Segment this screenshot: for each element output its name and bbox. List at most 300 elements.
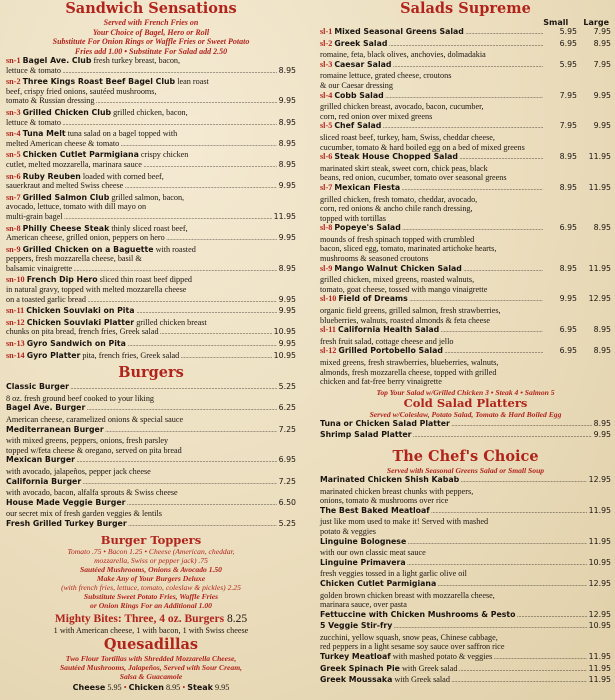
sandwich-price: 8.95 [278,117,296,127]
sandwich-desc: fresh turkey breast, bacon, [93,56,181,65]
chef-price: 12.95 [588,474,611,484]
sandwich-desc-2: cutlet, melted mozzarella, marinara sauce ..... [6,160,277,172]
chef-label [320,610,587,622]
chef-list [320,475,611,687]
salad-name: Chef Salad [334,121,382,131]
salad-code: sl-12 [320,346,337,356]
salad-large-price: 8.95 [593,346,611,356]
burger-price: 7.25 [278,424,296,434]
sandwich-desc: loaded with corned beef, [82,171,164,181]
salad-desc2: beans, red onion, cucumber, tomato over seasonal greens [320,173,507,183]
sandwich-label [6,77,209,86]
salad-code: sl-5 [320,121,333,131]
sandwich-desc-row [6,96,296,108]
sandwich-desc: with roasted [155,244,196,254]
sandwich-item [6,245,296,255]
sandwich-price: 8.95 [278,159,296,169]
sandwich-price: 10.95 [273,327,296,337]
chef-price: 11.95 [588,505,611,515]
chef-label [320,664,587,676]
sandwich-item [6,56,296,66]
sandwich-desc: tuna salad on a bagel topped with [67,129,178,139]
sandwich-code: sn-9 [6,244,21,254]
salad-desc3: mushrooms & seasoned croutons [320,254,429,264]
burger-label [6,477,277,489]
salad-desc: marinated skirt steak, sweet corn, chick peas, black [320,163,488,173]
salad-name: Mango Walnut Chicken Salad [334,263,462,273]
sandwich-desc: sliced thin roast beef dipped [99,275,192,285]
salad-small-price: 5.95 [559,27,577,36]
sandwich-desc: crispy chicken [140,150,189,160]
salad-name: Popeye's Salad [334,223,401,233]
cold-name: Tuna or Chicken Salad Platter [320,418,450,428]
salad-size-header [320,18,611,27]
burgers-title: Burgers [118,364,184,382]
salad-name: Greek Salad [334,38,388,48]
sandwich-name: Grilled Salmon Club [22,192,110,202]
chef-name: Linguine Bolognese [320,536,407,546]
sandwich-desc-3: on a toasted garlic bread ..... [6,295,277,307]
salad-small-price: 8.95 [559,182,577,192]
burger-name: Bagel Ave. Burger [6,403,86,413]
chef-name: Marinated Chicken Shish Kabab [320,474,460,484]
chef-item [320,675,611,687]
sandwich-name: Grilled Chicken on a Baguette [22,244,154,254]
salad-small-price: 6.95 [559,223,577,233]
cold-item [320,430,611,442]
sandwich-item [6,351,296,363]
sandwich-label [6,129,177,138]
cold-name: Shrimp Salad Platter [320,430,412,440]
salad-name: Mexican Fiesta [334,182,401,192]
sandwich-code: sn-1 [6,56,21,65]
chef-price: 11.95 [588,675,611,685]
burger-label [6,403,277,415]
chef-desc-2: red peppers in a light sesame soy sauce over saffron rice [320,642,505,652]
sandwich-desc-3: tomato & Russian dressing ..... [6,96,277,108]
burger-desc: with avocado, bacon, alfalfa sprouts & Swiss cheese [6,488,178,498]
sandwich-list [6,56,296,362]
sandwich-desc-row [6,139,296,151]
chef-item [320,664,611,676]
chef-item [320,475,611,487]
salad-name: Caesar Salad [334,59,392,69]
salad-item [320,91,611,103]
sandwich-sub-1: Served with French Fries on [103,18,199,27]
burger-price: 5.25 [278,518,296,528]
sandwich-desc-2: peppers, fresh mozzarella cheese, basil & [6,254,142,264]
chef-desc: with our own classic meat sauce [320,548,426,558]
toppers-line-4: Make Any of Your Burgers Deluxe [96,573,206,583]
sandwich-desc-2: sauerkraut and melted Swiss cheese ..... [6,181,277,193]
mighty-bites [6,613,296,626]
quesadilla-cheese: Cheese [72,683,106,693]
salad-label [320,264,543,276]
salad-small-price: 7.95 [559,90,577,100]
cold-label [320,430,592,442]
salad-label [320,121,543,133]
salad-code: sl-8 [320,223,333,233]
chef-desc: golden brown chicken breast with mozzarella cheese, [320,590,495,600]
salad-name: Steak House Chopped Salad [334,152,458,162]
chef-item [320,579,611,591]
sandwich-code: sn-7 [6,192,21,202]
salad-label [320,223,543,235]
burger-item [6,519,296,531]
chef-inline-desc: with Greek salad [394,675,450,685]
sandwich-item [6,306,296,318]
sandwich-desc-row [6,285,296,295]
salad-code: sl-6 [320,152,333,162]
salad-desc2: blueberries, walnuts, roasted almonds & feta cheese [320,315,491,325]
quesadilla-prices: Cheese 5.95 • Chicken 8.95 • Steak 9.95 [72,683,230,693]
sandwich-item [6,172,296,182]
salad-small-price: 6.95 [559,325,577,335]
burger-name: House Made Veggie Burger [6,497,126,507]
salad-code: sl-2 [320,38,333,48]
chef-item [320,537,611,549]
sandwich-name: Chicken Souvlaki Platter [26,317,135,327]
chef-inline-desc: with mashed potato & veggies [392,652,493,662]
salad-large-price: 8.95 [593,325,611,335]
sandwich-desc-2: beef, crispy fried onions, sautéed mushrooms, [6,86,157,96]
chef-name: Fettuccine with Chicken Mushrooms & Pesto [320,609,516,619]
sandwich-code: sn-10 [6,275,25,285]
salad-item [320,152,611,164]
sandwich-desc: grilled chicken, bacon, [113,107,188,117]
burger-desc-2: topped w/feta cheese & oregano, served on pita bread [6,445,182,455]
burger-desc: with mixed greens, peppers, onions, fresh parsley [6,436,169,446]
sandwich-desc-row [6,327,296,339]
sandwich-desc-row [6,181,296,193]
quesadilla-cheese-price: 5.95 [107,683,122,693]
sandwich-price: 8.95 [278,263,296,273]
salad-toppers: Top Your Salad w/Grilled Chicken 3 • Steak 4 • Salmon 5 [376,387,555,397]
salad-desc3: chicken and fat-free berry vinaigrette [320,377,442,387]
salad-label [320,91,543,103]
chef-label [320,506,587,518]
salad-name: California Health Salad [337,325,440,335]
sandwich-title: Sandwich Sensations [65,0,237,17]
burger-name: Fresh Grilled Turkey Burger [6,518,127,528]
sandwich-item [6,150,296,160]
burger-price: 6.50 [278,497,296,507]
salad-label [320,39,543,51]
salad-label [320,152,543,164]
sandwich-name: Ruby Reuben [22,171,81,181]
salad-item [320,183,611,195]
salad-desc3: topped with tortillas [320,213,386,223]
quesadilla-steak: Steak [187,683,213,693]
cold-item [320,419,611,431]
chef-name: Greek Moussaka [320,675,393,685]
salad-item [320,294,611,306]
chef-desc-2: marinara sauce, over pasta [320,600,407,610]
cold-price: 9.95 [593,430,611,440]
sandwich-label [6,245,196,254]
sandwich-desc-2: chunks on pita bread, french fries, Greek salad ..... [6,327,272,339]
chef-desc: just like mom used to make it! Served with mashed [320,517,489,527]
burger-desc: 8 oz. fresh ground beef cooked to your liking [6,393,155,403]
burger-label [6,498,277,510]
sandwich-code: sn-2 [6,77,21,87]
salad-desc2: & our Caesar dressing [320,80,393,90]
burger-label [6,455,277,467]
sandwich-label [6,224,188,233]
salad-desc: mounds of fresh spinach topped with crumbled [320,234,475,244]
sandwich-code: sn-12 [6,317,25,327]
sandwich-code: sn-4 [6,129,21,139]
burger-item [6,403,296,415]
salad-desc: romaine, feta, black olives, anchovies, dolmadakia [320,50,486,60]
sandwich-name: Grilled Chicken Club [22,107,112,117]
burger-list [6,382,296,530]
sandwich-desc-2: lettuce & tomato ..... [6,66,277,78]
sandwich-name: Tuna Melt [22,129,66,139]
salad-desc: grilled chicken breast, avocado, bacon, cucumber, [320,102,484,112]
burger-item [6,382,296,394]
chef-sub: Served with Seasonal Greens Salad or Small Soup [386,465,545,475]
burger-item [6,477,296,489]
salad-label [320,325,543,337]
cold-sub: Served w/Coleslaw, Potato Salad, Tomato & Hard Boiled Egg [369,409,562,419]
salad-desc2: bacon, sliced egg, tomato, marinated artichoke hearts, [320,244,497,254]
chef-inline-desc: with Greek salad [402,663,458,673]
sandwich-sub-4: Fries add 1.00 • Substitute For Salad add 2.50 [74,46,228,56]
toppers-line-2: mozzarella, Swiss or pepper jack) .75 [94,555,208,565]
sandwich-desc-row [6,66,296,78]
cold-price: 8.95 [593,418,611,428]
salad-item [320,121,611,133]
sandwich-label [6,351,272,363]
salad-label [320,60,543,72]
sandwich-price: 11.95 [273,211,296,221]
sandwich-label [6,193,184,202]
sandwich-name: Three Kings Roast Beef Bagel Club [22,77,176,87]
salads-title: Salads Supreme [400,0,531,17]
sandwich-item [6,77,296,87]
quesadillas-line-2: Sautéed Mushrooms, Jalapeños, Served with Sour Cream, [59,663,243,673]
sandwich-label [6,318,207,327]
sandwich-desc-row [6,233,296,245]
mighty-desc: 1 with American cheese, 1 with bacon, 1 with Swiss cheese [53,625,249,635]
salad-name: Grilled Portobello Salad [338,346,443,356]
sandwich-label [6,56,180,65]
sandwich-desc-3: multi-grain bagel ..... [6,212,272,224]
sandwich-desc-2: in natural gravy, topped with melted mozzarella cheese [6,285,187,295]
sandwich-label [6,339,277,351]
salad-large-price: 11.95 [588,263,611,273]
toppers-line-5: (with french fries, lettuce, tomato, coleslaw & pickles) 2.25 [61,582,241,592]
salad-desc: fresh fruit salad, cottage cheese and jello [320,336,454,346]
chef-item [320,506,611,518]
chef-title: The Chef's Choice [392,447,539,465]
cold-title: Cold Salad Platters [403,395,528,410]
chef-name: The Best Baked Meatloaf [320,505,430,515]
salad-item [320,325,611,337]
salad-large-price: 7.95 [593,59,611,69]
sandwich-name: Philly Cheese Steak [22,223,110,233]
sandwich-name: Chicken Souvlaki on Pita [26,306,135,316]
sandwich-name: Gyro Sandwich on Pita [26,339,126,349]
sandwich-desc-row [6,118,296,130]
sandwich-desc-row [6,160,296,172]
chef-item [320,558,611,570]
chef-name: Turkey Meatloaf [320,652,391,662]
salad-large-price: 9.95 [593,90,611,100]
burger-item [6,425,296,437]
sandwich-label [6,306,277,318]
chef-item [320,652,611,664]
sandwich-code: sn-14 [6,350,25,360]
chef-desc: marinated chicken breast chunks with peppers, [320,486,474,496]
sandwich-code: sn-6 [6,171,21,181]
salad-item [320,223,611,235]
salad-label [320,346,543,358]
sandwich-desc-3: balsamic vinaigrette ..... [6,264,277,276]
burger-desc: with avocado, jalapeños, pepper jack cheese [6,466,151,476]
burger-item [6,455,296,467]
salad-label [320,183,543,195]
sandwich-code: sn-8 [6,223,21,233]
sandwich-desc-row [6,212,296,224]
salad-name: Cobb Salad [334,90,384,100]
chef-name: Greek Spinach Pie [320,663,400,673]
sandwich-label [6,108,188,117]
chef-item [320,610,611,622]
chef-label [320,475,587,487]
toppers-title: Burger Toppers [100,532,202,547]
chef-price: 11.95 [588,663,611,673]
salad-small-price: 8.95 [559,263,577,273]
salad-large-price: 9.95 [593,121,611,131]
salad-desc2: corn, red onion over mixed greens [320,111,433,121]
sandwich-code: sn-5 [6,150,21,160]
sandwich-code: sn-13 [6,339,25,349]
burger-name: Classic Burger [6,382,69,392]
sandwich-item [6,275,296,285]
chef-name: Chicken Cutlet Parmigiana [320,578,437,588]
chef-name: 5 Veggie Stir-fry [320,621,393,631]
salad-desc: grilled chicken, fresh tomato, cheddar, avocado, [320,194,478,204]
mighty-price: 8.25 [226,612,248,625]
salad-label [320,294,543,306]
salad-small-price: 8.95 [559,152,577,162]
sandwich-desc: lean roast [177,77,209,87]
salad-small-price: 7.95 [559,121,577,131]
burger-price: 6.25 [278,403,296,413]
sandwich-desc-2: American cheese, grilled onion, peppers on hero ..... [6,233,277,245]
burger-desc: American cheese, caramelized onions & special sauce [6,415,184,424]
chef-label [320,675,587,687]
salad-code: sl-11 [320,325,336,335]
sandwich-price: 9.95 [278,339,296,349]
salad-desc: grilled chicken, mixed greens, roasted walnuts, [320,275,475,285]
salad-small-price: 5.95 [559,59,577,69]
sandwich-name: Gyro Platter [26,350,81,360]
sandwich-desc-row [6,254,296,264]
sandwich-name: French Dip Hero [26,275,98,285]
cold-list [320,419,611,442]
burger-name: Mexican Burger [6,455,75,465]
sandwich-desc-2: melted American cheese & tomato ..... [6,139,277,151]
sandwich-desc: grilled chicken breast [136,317,207,327]
salad-item [320,264,611,276]
chef-name: Linguine Primavera [320,557,406,567]
sandwich-price: 10.95 [273,350,296,360]
quesadillas-title: Quesadillas [103,636,199,654]
sandwich-desc-row [6,202,296,212]
sandwich-price: 9.95 [278,96,296,106]
salad-code: sl-1 [320,27,333,36]
salad-code: sl-9 [320,263,333,273]
sandwich-desc-row [6,295,296,307]
right-column [320,0,611,687]
salad-code: sl-7 [320,182,333,192]
toppers-line-6: Substitute Sweet Potato Fries, Waffle Fries [83,591,219,601]
sandwich-item [6,193,296,203]
salad-large-price: 11.95 [588,152,611,162]
chef-price: 12.95 [588,578,611,588]
toppers-line-7: or Onion Rings For an Additional 1.00 [90,600,212,610]
chef-price: 12.95 [588,609,611,619]
chef-desc-2: onions, tomato & mushrooms over rice [320,496,449,506]
burger-label [6,425,277,437]
quesadillas-line-1: Two Flour Tortillas with Shredded Mozzarella Cheese, [65,654,237,664]
salad-desc: mixed greens, fresh strawberries, blueberries, walnuts, [320,358,499,367]
sandwich-desc: pita, french fries, Greek salad [82,350,180,360]
salad-large-price: 7.95 [593,27,611,36]
salad-desc: organic field greens, grilled salmon, fresh strawberries, [320,306,501,316]
burger-item [6,498,296,510]
burger-price: 7.25 [278,476,296,486]
left-column [6,0,296,693]
chef-desc: fresh veggies tossed in a light garlic olive oil [320,569,467,579]
burger-name: Mediterranean Burger [6,424,104,434]
chef-price: 10.95 [588,557,611,567]
sandwich-item [6,318,296,328]
sandwich-desc-2: lettuce & tomato ..... [6,118,277,130]
salad-item [320,39,611,51]
sandwich-item [6,129,296,139]
quesadilla-chicken: Chicken [128,683,164,693]
toppers-line-3: Sautéed Mushrooms, Onions & Avocado 1.50 [80,564,222,574]
burger-label [6,382,277,394]
sandwich-desc: grilled salmon, bacon, [111,192,185,202]
sandwich-desc-row [6,87,296,97]
chef-item [320,621,611,633]
salad-desc2: cucumber, tomato & hard boiled egg on a bed of mixed greens [320,142,525,152]
burger-price: 6.95 [278,455,296,465]
sandwich-label [6,150,188,159]
salad-desc: romaine lettuce, grated cheese, croutons [320,71,452,81]
salad-label [320,27,543,39]
cold-label [320,419,592,431]
salad-large-price: 11.95 [588,182,611,192]
sandwich-item [6,339,296,351]
salad-small-price: 6.95 [559,346,577,356]
sandwich-price: 9.95 [278,181,296,191]
chef-label [320,558,587,570]
sandwich-price: 8.95 [278,138,296,148]
salad-name: Mixed Seasonal Greens Salad [334,27,464,36]
salad-item [320,27,611,39]
sandwich-item [6,224,296,234]
salad-desc2: tomato, goat cheese, tossed with mango vinaigrette [320,284,488,294]
quesadilla-steak-price: 9.95 [215,683,230,693]
sandwich-price: 8.95 [278,65,296,75]
mighty-title: Mighty Bites: Three, 4 oz. Burgers [54,612,225,625]
